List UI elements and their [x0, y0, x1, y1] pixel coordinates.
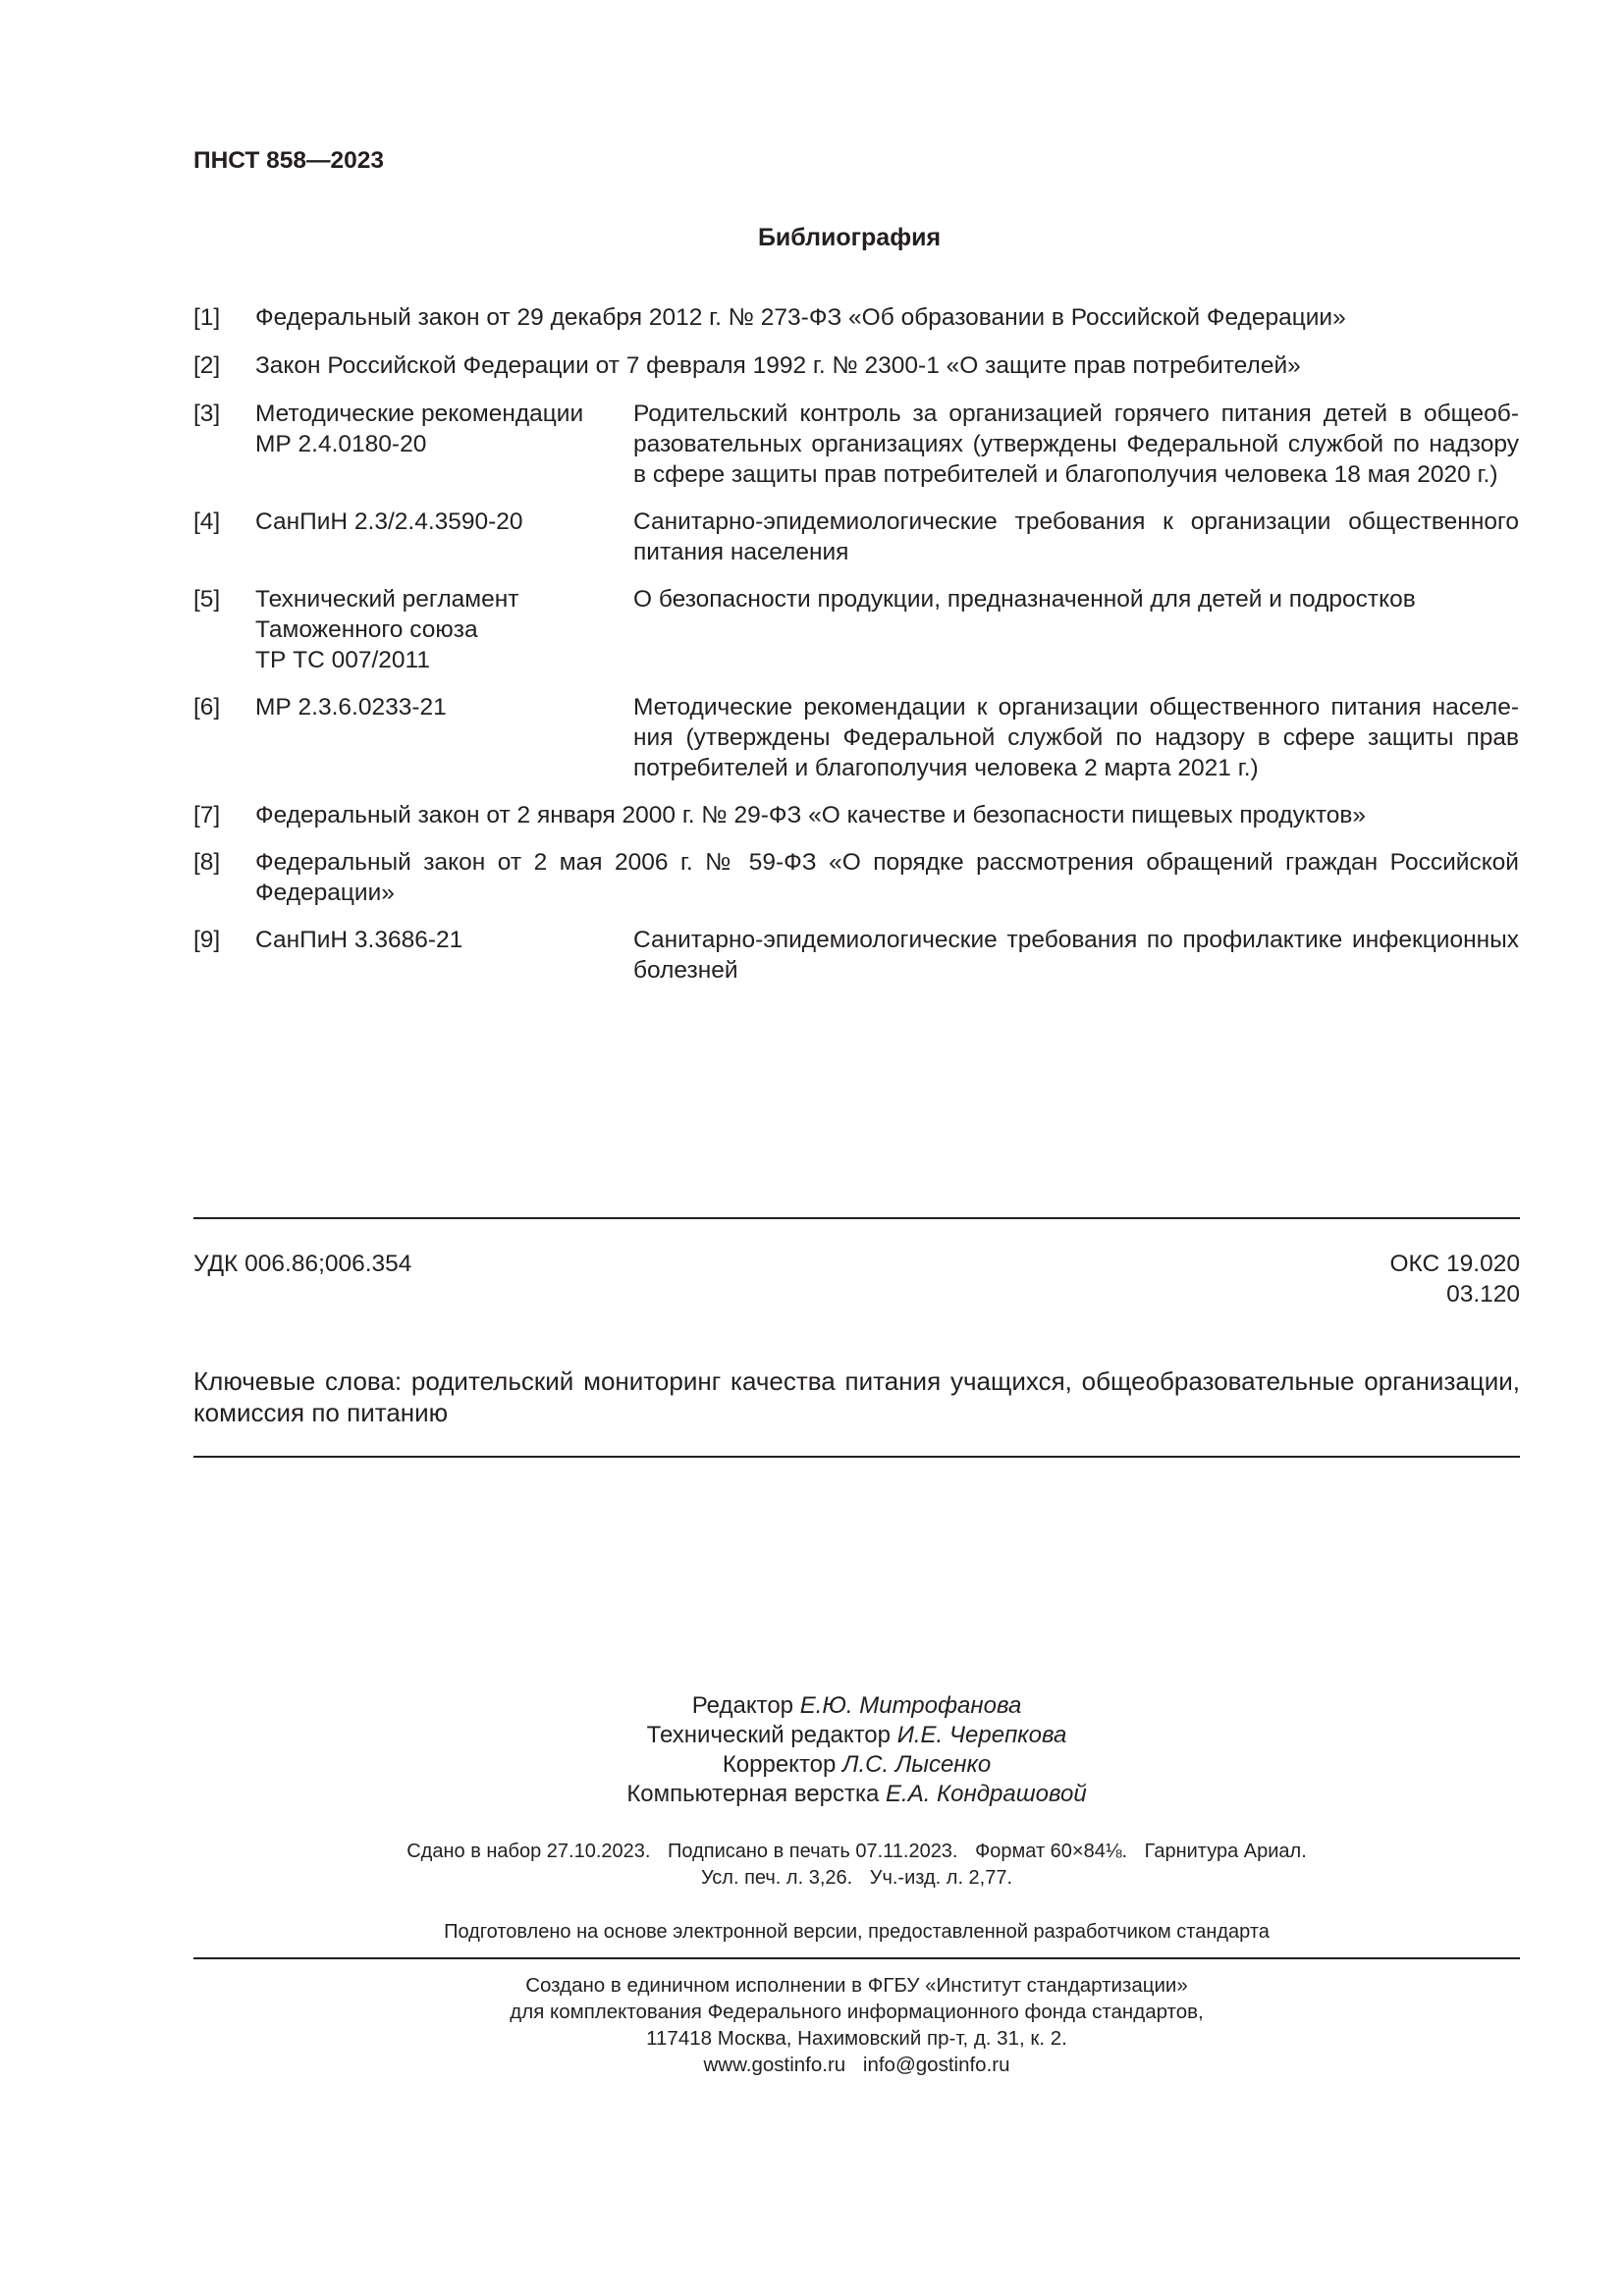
footer-line: 117418 Москва, Нахимовский пр-т, д. 31, к. 2.	[646, 2027, 1067, 2050]
page-title: Библиография	[757, 224, 942, 251]
oks-code: ОКС 19.020	[1389, 1251, 1520, 1277]
oks-codes	[1390, 1249, 1521, 1309]
staff-name: И.Е. Черепкова	[896, 1722, 1067, 1748]
staff-line	[0, 1780, 1624, 1809]
staff-role: Редактор	[691, 1692, 794, 1719]
submitted-date: Сдано в набор 27.10.2023.	[406, 1841, 651, 1862]
print-info	[0, 1839, 1624, 1892]
email-link[interactable]: info@gostinfo.ru	[862, 2054, 1010, 2076]
bibliography-entry	[193, 584, 1519, 675]
entry-number: [7]	[193, 802, 221, 828]
entry-number: [6]	[193, 694, 221, 721]
entry-number: [5]	[193, 586, 221, 613]
bibliography-entry	[193, 800, 1519, 830]
entry-document	[255, 692, 633, 783]
bibliography-entry	[193, 399, 1519, 490]
entry-number: [3]	[193, 400, 221, 427]
bibliography-list	[193, 302, 1519, 986]
entry-document	[255, 584, 633, 675]
entry-text: Федеральный закон от 2 января 2000 г. № 29-ФЗ «О качестве и безопасности пищевых продуктов»	[255, 802, 1367, 828]
bibliography-entry	[193, 692, 1519, 783]
divider-top	[193, 1217, 1520, 1219]
entry-title: Родительский контроль за организацией горячего питания детей в общеобразовательных организациях (утверждены Федеральной службой по надзору в сфере защиты прав потребителей и благополучия человека 18 мая 2020 г.)	[633, 400, 1519, 488]
footer-line: для комплектования Федерального информационного фонда стандартов,	[510, 2001, 1204, 2023]
entry-document-line: Таможенного союза	[255, 616, 478, 643]
paper-format: Формат 60×84⅛.	[975, 1841, 1128, 1862]
keywords: Ключевые слова: родительский мониторинг качества питания учащихся, общеобразовательные организации, комиссия по питанию	[193, 1366, 1520, 1427]
entry-document-line: Технический регламент	[255, 586, 519, 613]
website-link[interactable]: www.gostinfo.ru	[703, 2054, 846, 2076]
entry-number: [8]	[193, 849, 221, 876]
typeface: Гарнитура Ариал.	[1144, 1841, 1307, 1862]
entry-document-line: СанПиН 3.3686-21	[255, 927, 463, 953]
entry-title: Санитарно-эпидемиологические требования к организации общественного питания населения	[633, 508, 1519, 565]
entry-document-line: СанПиН 2.3/2.4.3590-20	[255, 508, 523, 535]
staff-line	[0, 1691, 1624, 1721]
entry-number: [1]	[193, 304, 221, 331]
entry-text: Федеральный закон от 2 мая 2006 г. № 59-ФЗ «О порядке рассмотрения обращений граждан Российской Федерации»	[255, 849, 1519, 906]
entry-title: О безопасности продукции, предназначенной для детей и подростков	[633, 586, 1416, 613]
entry-document	[255, 399, 633, 490]
standard-code: ПНСТ 858—2023	[193, 147, 385, 174]
entry-title: Методические рекомендации к организации общественного питания населения (утверждены Федеральной службой по надзору в сфере защиты прав потребителей и благополучия человека 2 марта 2021 г.)	[633, 694, 1519, 781]
staff-role: Технический редактор	[646, 1722, 892, 1748]
footer-contacts	[0, 2052, 1624, 2078]
udk-code: УДК 006.86;006.354	[193, 1251, 412, 1277]
divider-keywords	[193, 1456, 1520, 1458]
staff-name: Л.С. Лысенко	[842, 1751, 992, 1778]
edition-sheets: Уч.-изд. л. 2,77.	[869, 1867, 1013, 1889]
print-info-line	[0, 1865, 1624, 1892]
entry-number: [2]	[193, 352, 221, 379]
staff-role: Компьютерная верстка	[626, 1781, 880, 1807]
oks-code: 03.120	[1446, 1281, 1520, 1308]
staff-role: Корректор	[722, 1751, 837, 1778]
print-info-line	[0, 1839, 1624, 1865]
entry-number: [9]	[193, 927, 221, 953]
entry-document-line: ТР ТС 007/2011	[255, 647, 430, 673]
entry-document	[255, 507, 633, 567]
bibliography-entry	[193, 925, 1519, 986]
signed-date: Подписано в печать 07.11.2023.	[668, 1841, 958, 1862]
editorial-staff	[0, 1691, 1624, 1809]
bibliography-entry	[193, 507, 1519, 567]
entry-document-line: Методические рекомендации	[255, 400, 584, 427]
footer-line: Создано в единичном исполнении в ФГБУ «Институт стандартизации»	[525, 1974, 1188, 1997]
entry-text: Федеральный закон от 29 декабря 2012 г. № 273-ФЗ «Об образовании в Российской Федерации»	[255, 304, 1346, 331]
entry-text: Закон Российской Федерации от 7 февраля 1992 г. № 2300-1 «О защите прав потребителей»	[255, 352, 1301, 379]
staff-name: Е.Ю. Митрофанова	[799, 1692, 1022, 1719]
entry-document-line: МР 2.3.6.0233-21	[255, 694, 447, 721]
divider-footer	[193, 1957, 1520, 1959]
staff-name: Е.А. Кондрашовой	[886, 1781, 1087, 1807]
publisher-footer	[0, 1972, 1624, 2078]
printed-sheets: Усл. печ. л. 3,26.	[700, 1867, 853, 1889]
bibliography-entry	[193, 302, 1519, 333]
prepared-note: Подготовлено на основе электронной версии, предоставленной разработчиком стандарта	[444, 1921, 1270, 1943]
entry-document	[255, 925, 633, 986]
entry-title: Санитарно-эпидемиологические требования по профилактике инфекционных болезней	[633, 927, 1519, 984]
entry-document-line: МР 2.4.0180-20	[255, 431, 427, 457]
staff-line	[0, 1750, 1624, 1780]
staff-line	[0, 1721, 1624, 1750]
entry-number: [4]	[193, 508, 221, 535]
bibliography-entry	[193, 847, 1519, 908]
bibliography-entry	[193, 350, 1519, 381]
